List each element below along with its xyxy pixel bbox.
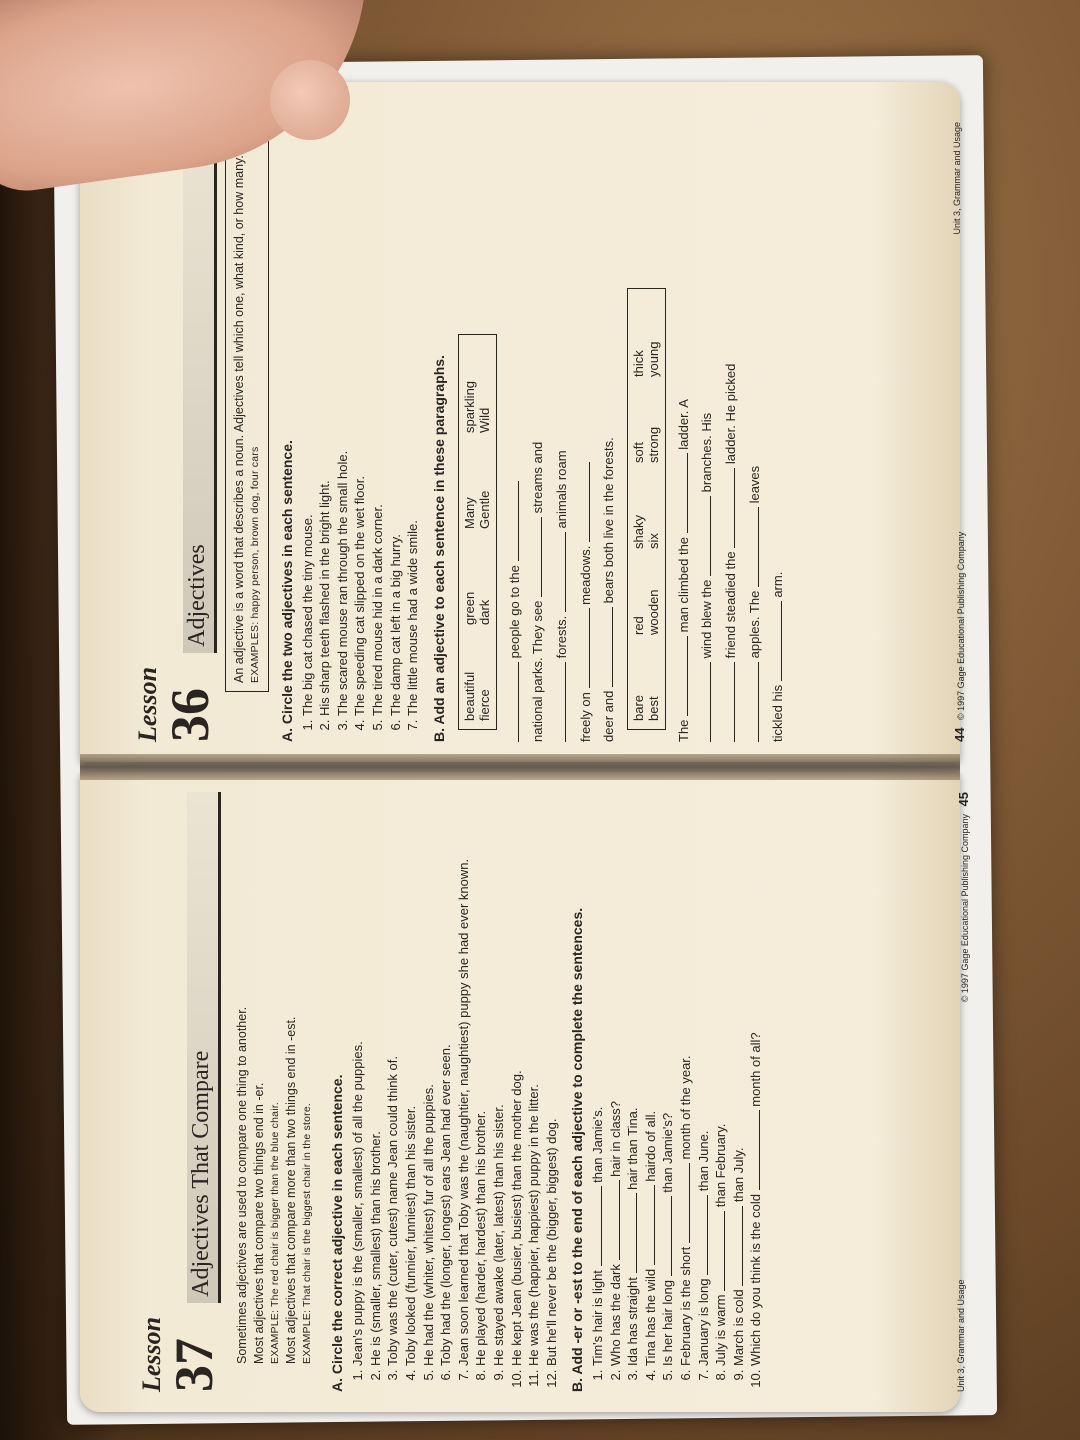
word: sparkling [461, 380, 477, 433]
paragraph-2-line: apples. The leaves [747, 122, 763, 742]
rule-text: Most adjectives that compare two things end in -er. [252, 1082, 267, 1364]
list-item: 8. July is warm than February. [713, 792, 729, 1366]
list-item: 10. Which do you think is the cold month of all? [748, 792, 764, 1366]
list-item: 7. Jean soon learned that Toby was the (naughtier, naughtiest) puppy she had ever known. [456, 792, 472, 1366]
answer-blank[interactable] [590, 1186, 602, 1266]
example-text: EXAMPLE: The red chair is bigger than the blue chair. [269, 1102, 282, 1364]
list-item: 5. He had the (whiter, whitest) fur of all the puppies. [421, 792, 437, 1366]
answer-blank[interactable] [723, 468, 735, 548]
answer-blank[interactable] [578, 609, 590, 689]
page-number: 44 [952, 727, 968, 742]
answer-blank[interactable] [699, 496, 711, 576]
list-item: 6. Toby had the (longer, longest) ears Jean had ever seen. [438, 792, 454, 1366]
lesson-title: Adjectives That Compare [187, 792, 221, 1303]
examples-text: EXAMPLES: happy person, brown dog, four cars [249, 446, 262, 683]
list-item: 6. The damp cat left in a big hurry. [388, 122, 404, 716]
word: dark [477, 599, 493, 625]
list-item: 3. Toby was the (cuter, cutest) name Jean could think of. [385, 792, 401, 1366]
list-item: 3. The scared mouse ran through the small hole. [335, 122, 351, 716]
word: beautiful [461, 671, 477, 721]
lesson-title: Adjectives [183, 122, 217, 653]
answer-blank[interactable] [699, 662, 711, 742]
word: fierce [477, 689, 493, 721]
answer-blank[interactable] [507, 482, 519, 562]
list-item: 8. He played (harder, hardest) than his brother. [473, 792, 489, 1366]
list-item: 4. The speeding cat slipped on the wet floor. [352, 122, 368, 716]
word: soft [630, 442, 646, 463]
rule-text: Sometimes adjectives are used to compare one thing to another. [235, 1006, 250, 1364]
section-a-title: A. Circle the correct adjective in each sentence. [329, 1074, 346, 1392]
paragraph-2-line: The man climbed the ladder. A [675, 399, 691, 742]
page-number: 45 [956, 792, 972, 807]
rule-box [225, 122, 269, 692]
answer-blank[interactable] [578, 462, 590, 542]
section-a-list [300, 122, 421, 742]
page-footer [952, 122, 968, 742]
word: young [646, 341, 662, 377]
rule-list [229, 792, 319, 1372]
page-footer [956, 792, 972, 1392]
section-a-list [350, 792, 559, 1392]
list-item: 7. The little mouse had a wide smile. [405, 122, 421, 716]
paragraph-1-line: national parks. They see streams and [530, 441, 546, 742]
paragraph-2-line: tickled his arm. [770, 571, 786, 742]
answer-blank[interactable] [696, 1195, 708, 1275]
copyright: © 1997 Gage Educational Publishing Company 45 [956, 792, 972, 1003]
list-item: 11. He was the (happier, happiest) puppy in the litter. [526, 792, 542, 1366]
lesson-label: Lesson [137, 1316, 166, 1392]
section-b-title: B. Add -er or -est to the end of each adjective to complete the sentences. [569, 907, 586, 1392]
list-item: 7. January is long than June. [696, 792, 712, 1366]
word: best [646, 696, 662, 721]
book-spread [80, 82, 980, 1412]
word: Wild [477, 407, 493, 433]
list-item: 1. The big cat chased the tiny mouse. [300, 122, 316, 716]
lesson-37-content [136, 792, 976, 1392]
answer-blank[interactable] [643, 1185, 655, 1265]
answer-blank[interactable] [748, 1110, 760, 1190]
unit-label: Unit 3, Grammar and Usage [956, 1279, 967, 1392]
rule-text: Most adjectives that compare more than two things end in -est. [283, 1016, 298, 1364]
answer-blank[interactable] [608, 1180, 620, 1260]
section-b-title: B. Add an adjective to each sentence in these paragraphs. [430, 355, 447, 742]
answer-blank[interactable] [530, 517, 542, 597]
answer-blank[interactable] [660, 1196, 672, 1276]
lesson-number: 36 [160, 688, 221, 742]
list-item: 1. Tim's hair is light than Jamie's. [590, 792, 606, 1366]
answer-blank[interactable] [731, 1206, 743, 1286]
paragraph-1-line: deer and bears both live in the forests. [601, 437, 617, 742]
book-gutter [80, 754, 960, 780]
list-item: 2. His sharp teeth flashed in the bright light. [317, 122, 333, 716]
word-box-2 [627, 288, 666, 730]
word: green [461, 591, 477, 625]
list-item: 4. Tina has the wild hairdo of all. [643, 792, 659, 1366]
word: shaky [630, 515, 646, 549]
answer-blank[interactable] [678, 1163, 690, 1243]
paragraph-1-line: freely on meadows. [578, 122, 594, 742]
word: Many [461, 497, 477, 529]
answer-blank[interactable] [625, 1193, 637, 1273]
paragraph-1-line: people go to the [507, 122, 523, 742]
word-box-1 [458, 334, 497, 730]
word: red [630, 616, 646, 635]
list-item: 4. Toby looked (funnier, funniest) than his sister. [403, 792, 419, 1366]
list-item: 9. He stayed awake (later, latest) than his sister. [491, 792, 507, 1366]
paragraph-1-line: forests. animals roam [554, 122, 570, 742]
word: strong [646, 426, 662, 463]
lesson-label: Lesson [133, 666, 162, 742]
word: wooden [646, 589, 662, 635]
answer-blank[interactable] [723, 662, 735, 742]
answer-blank[interactable] [507, 662, 519, 742]
answer-blank[interactable] [676, 636, 688, 716]
lesson-number: 37 [164, 1338, 225, 1392]
answer-blank[interactable] [747, 507, 759, 587]
list-item: 5. The tired mouse hid in a dark corner. [370, 122, 386, 716]
rule-text: An adjective is a word that describes a noun. Adjectives tell which one, what kind, or how many. [232, 155, 247, 683]
word: Gentle [477, 490, 493, 529]
list-item: 2. He is (smaller, smallest) than his brother. [368, 792, 384, 1366]
example-text: EXAMPLE: That chair is the biggest chair in the store. [300, 1103, 313, 1364]
paragraph-2-line: friend steadied the ladder. He picked [723, 122, 739, 742]
list-item: 12. But he'll never be the (bigger, biggest) dog. [544, 792, 560, 1366]
thumb [270, 60, 350, 140]
lesson-header [136, 792, 225, 1392]
section-a-title: A. Circle the two adjectives in each sentence. [278, 440, 295, 742]
answer-blank[interactable] [676, 453, 688, 533]
unit-label: Unit 3, Grammar and Usage [952, 122, 963, 235]
word: bare [630, 694, 646, 721]
word: six [646, 533, 662, 549]
answer-blank[interactable] [601, 607, 613, 687]
list-item: 5. Is her hair long than Jamie's? [660, 792, 676, 1366]
answer-blank[interactable] [713, 1211, 725, 1291]
list-item: 3. Ida has straight hair than Tina. [625, 792, 641, 1366]
list-item: 9. March is cold than July. [731, 792, 747, 1366]
section-b-list [590, 792, 764, 1392]
answer-blank[interactable] [554, 532, 566, 612]
word: thick [630, 350, 646, 377]
copyright: 44 © 1997 Gage Educational Publishing Company [952, 531, 968, 742]
lesson-36-content [132, 122, 972, 742]
list-item: 10. He kept Jean (busier, busiest) than the mother dog. [509, 792, 525, 1366]
paragraph-2-line: wind blew the branches. His [699, 122, 715, 742]
list-item: 1. Jean's puppy is the (smaller, smallest) of all the puppies. [350, 792, 366, 1366]
lesson-header [132, 122, 221, 742]
answer-blank[interactable] [747, 662, 759, 742]
answer-blank[interactable] [554, 662, 566, 742]
list-item: 6. February is the short month of the year. [678, 792, 694, 1366]
list-item: 2. Who has the dark hair in class? [608, 792, 624, 1366]
answer-blank[interactable] [770, 601, 782, 681]
